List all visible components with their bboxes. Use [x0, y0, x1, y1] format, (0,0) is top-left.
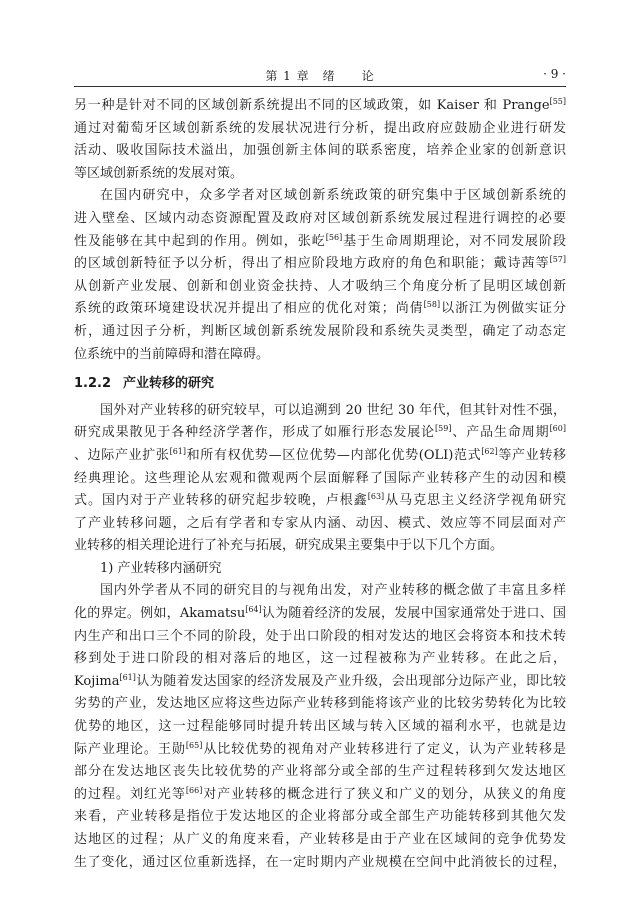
- citation-ref: [55]: [549, 97, 566, 106]
- text-line: 的区域创新特征予以分析，得出了相应阶段地方政府的角色和职能；戴诗茜等[57]: [74, 255, 566, 272]
- citation-ref: [58]: [423, 300, 441, 310]
- citation-ref: [59]: [435, 424, 452, 434]
- text-line: 优势的地区，这一过程能够同时提升转出区域与转入区域的福利水平，也就是边: [74, 719, 566, 735]
- paragraph-4: [74, 580, 566, 874]
- citation-ref: [61]: [169, 446, 186, 456]
- text-line: 进入壁垒、区域内动态资源配置及政府对区域创新系统发展过程进行调控的必要: [74, 210, 566, 226]
- text-line: 际产业理论。王勋[65]从比较优势的视角对产业转移进行了定义，认为产业转移是: [74, 740, 566, 757]
- section-number: 1.2.2: [74, 376, 112, 392]
- text-line: 了产业转移问题，之后有学者和专家从内涵、动因、模式、效应等不同层面对产: [74, 515, 566, 531]
- section-heading: [74, 373, 566, 396]
- text-line: 在国内研究中，众多学者对区域创新系统政策的研究集中于区域创新系统的: [100, 188, 566, 204]
- citation-ref: [60]: [549, 424, 566, 434]
- text-line: 等区域创新系统的发展对策。: [74, 165, 244, 181]
- citation-ref: [56]: [325, 232, 343, 242]
- text-line: 活动、吸收国际技术溢出，加强创新主体间的联系密度，培养企业家的创新意识: [74, 143, 566, 159]
- text-line: 劣势的产业，发达地区应将这些边际产业转移到能将该产业的比较劣势转化为比较: [74, 696, 566, 712]
- text-line: 的过程。刘红光等[66]对产业转移的概念进行了狭义和广义的划分，从狭义的角度: [74, 785, 566, 802]
- text-line: 生了变化，通过区位重新选择，在一定时期内产业规模在空间中此消彼长的过程，: [74, 854, 566, 870]
- text-line: 国外对产业转移的研究较早，可以追溯到 20 世纪 30 年代，但其针对性不强，: [100, 402, 566, 418]
- citation-ref: [65]: [185, 740, 203, 750]
- text-line: 移到处于进口阶段的相对落后的地区，这一过程被称为产业转移。在此之后，: [74, 651, 566, 667]
- paragraph-3: [74, 400, 566, 558]
- citation-ref: [66]: [185, 785, 203, 795]
- text-line: 化的界定。例如，Akamatsu[64]认为随着经济的发展，发展中国家通常处于进口、国: [74, 605, 566, 622]
- text-line: 业转移的相关理论进行了补充与拓展，研究成果主要集中于以下几个方面。: [74, 538, 504, 554]
- subsection-heading: 1) 产业转移内涵研究: [100, 560, 222, 576]
- text-line: 达地区的过程；从广义的角度来看，产业转移是由于产业在区域间的竞争优势发: [74, 832, 566, 847]
- text-line: 通过对葡萄牙区域创新系统的发展状况进行分析，提出政府应鼓励企业进行研发: [74, 120, 566, 136]
- citation-ref: [57]: [549, 255, 566, 265]
- body-text: [74, 95, 566, 874]
- running-header: [74, 64, 566, 87]
- text-line: 、边际产业扩张[61]和所有权优势—区位优势—内部化优势(OLI)范式[62]等产业转移: [74, 446, 566, 463]
- paragraph-2: [74, 185, 566, 366]
- text-line: 经典理论。这些理论从宏观和微观两个层面解释了国际产业转移产生的动因和模: [74, 470, 566, 486]
- paragraph-1: [74, 95, 566, 185]
- header-chapter-title: 第 1 章 绪 论: [265, 69, 375, 83]
- header-page-number: · 9 ·: [543, 67, 566, 81]
- citation-ref: [61]: [119, 672, 136, 682]
- citation-ref: [62]: [481, 446, 498, 456]
- text-line: 系统的政策环境建设状况并提出了相应的优化对策；尚倩[58]以浙江为例做实证分: [74, 300, 566, 317]
- section-title: 产业转移的研究: [123, 376, 215, 392]
- text-line: 式。国内对于产业转移的研究起步较晚，卢根鑫[63]从马克思主义经济学视角研究: [74, 492, 566, 509]
- text-line: 研究成果散见于各种经济学著作，形成了如雁行形态发展论[59]、产品生命周期[60]: [74, 424, 566, 441]
- text-line: 国内外学者从不同的研究目的与视角出发，对产业转移的概念做了丰富且多样: [100, 583, 566, 599]
- citation-ref: [64]: [245, 605, 262, 615]
- citation-ref: [63]: [367, 492, 385, 502]
- text-line: 另一种是针对不同的区域创新系统提出不同的区域政策，如 Kaiser 和 Prange[55]: [74, 97, 566, 113]
- text-line: 析，通过因子分析，判断区域创新系统发展阶段和系统失灵类型，确定了动态定: [74, 323, 566, 339]
- text-line: 来看，产业转移是指位于发达地区的企业将部分或全部生产功能转移到其他欠发: [74, 809, 566, 825]
- text-line: 位系统中的当前障碍和潜在障碍。: [74, 346, 270, 362]
- text-line: 部分在发达地区丧失比较优势的产业将部分或全部的生产过程转移到欠发达地区: [74, 764, 566, 780]
- text-line: 内生产和出口三个不同的阶段，处于出口阶段的相对发达的地区会将资本和技术转: [74, 628, 566, 644]
- text-line: 从创新产业发展、创新和创业资金扶持、人才吸纳三个角度分析了昆明区域创新: [74, 278, 566, 294]
- text-line: 性及能够在其中起到的作用。例如，张屹[56]基于生命周期理论，对不同发展阶段: [74, 232, 566, 249]
- text-line: Kojima[61]认为随着发达国家的经济发展及产业升级，会出现部分边际产业，即比较: [74, 672, 566, 689]
